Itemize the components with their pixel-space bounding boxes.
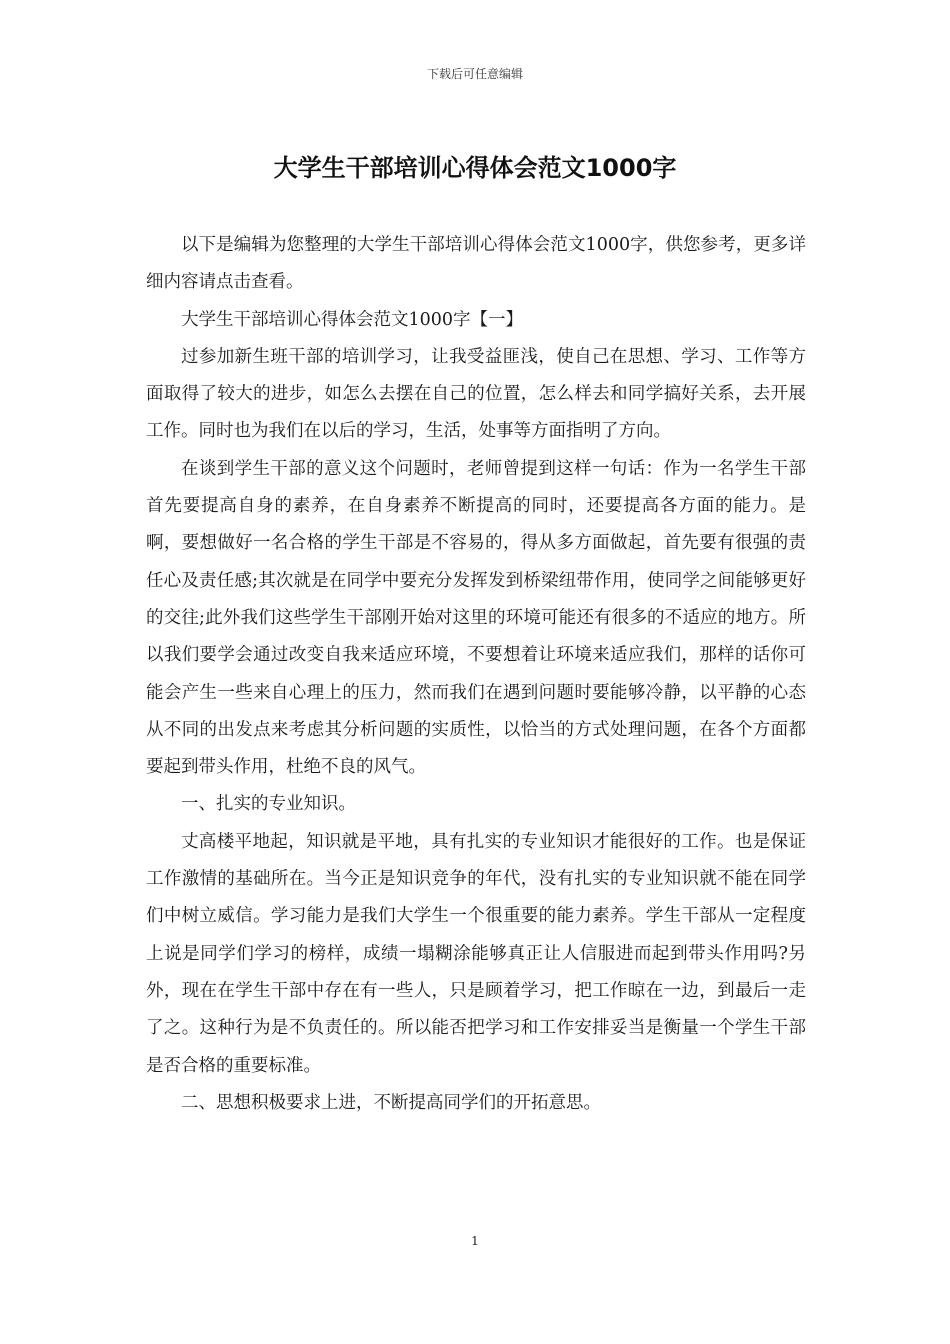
paragraph-subheading: 二、思想积极要求上进，不断提高同学们的开拓意思。 — [181, 1092, 601, 1113]
paragraph: 过参加新生班干部的培训学习，让我受益匪浅，使自己在思想、学习、工作等方面取得了较大的进步，如怎么去摆在自己的位置，怎么样去和同学搞好关系，去开展工作。同时也为我们在以后的学习，生活，处事等方面指明了方向。 — [146, 346, 806, 442]
paragraph-intro: 以下是编辑为您整理的大学生干部培训心得体会范文1000字，供您参考，更多详细内容请点击查看。 — [146, 235, 806, 293]
document-body — [146, 227, 806, 1122]
paragraph-section-heading: 大学生干部培训心得体会范文1000字【一】 — [181, 309, 524, 330]
document-title: 大学生干部培训心得体会范文1000字 — [273, 154, 677, 182]
paragraph: 在谈到学生干部的意义这个问题时，老师曾提到这样一句话：作为一名学生干部首先要提高自身的素养，在自身素养不断提高的同时，还要提高各方面的能力。是啊，要想做好一名合格的学生干部是不容易的，得从多方面做起，首先要有很强的责任心及责任感;其次就是在同学中要充分发挥发到桥梁纽带作用，使同学之间能够更好的交往;此外我们这些学生干部刚开始对这里的环境可能还有很多的不适应的地方。所以我们要学会通过改变自我来适应环境，不要想着让环境来适应我们，那样的话你可能会产生一些来自心理上的压力，然而我们在遇到问题时要能够冷静，以平静的心态从不同的出发点来考虑其分析问题的实质性，以恰当的方式处理问题，在各个方面都要起到带头作用，杜绝不良的风气。 — [146, 458, 806, 778]
page-number: 1 — [471, 1234, 479, 1248]
paragraph: 丈高楼平地起，知识就是平地，具有扎实的专业知识才能很好的工作。也是保证工作激情的基础所在。当今正是知识竞争的年代，没有扎实的专业知识就不能在同学们中树立威信。学习能力是我们大学生一个很重要的能力素养。学生干部从一定程度上说是同学们学习的榜样，成绩一塌糊涂能够真正让人信服进而起到带头作用吗?另外，现在在学生干部中存在有一些人，只是顾着学习，把工作晾在一边，到最后一走了之。这种行为是不负责任的。所以能否把学习和工作安排妥当是衡量一个学生干部是否合格的重要标准。 — [146, 831, 806, 1076]
paragraph-subheading: 一、扎实的专业知识。 — [181, 794, 356, 815]
header-note: 下载后可任意编辑 — [426, 67, 523, 81]
